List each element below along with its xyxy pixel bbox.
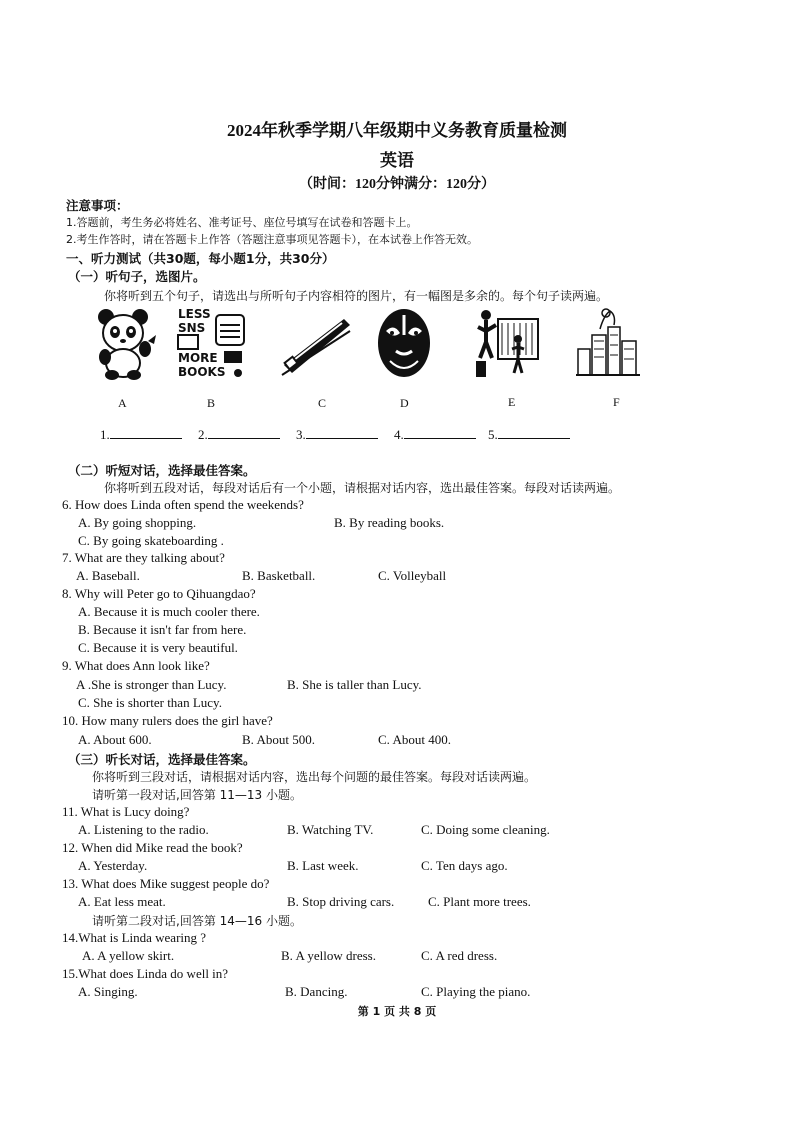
option-b[interactable]: B. Basketball. bbox=[242, 568, 316, 583]
answer-blank[interactable]: 1. bbox=[100, 426, 182, 443]
picture-letter: B bbox=[207, 396, 216, 410]
option-b[interactable]: B. Watching TV. bbox=[287, 822, 374, 837]
option-c[interactable]: C. A red dress. bbox=[421, 948, 498, 963]
option-a[interactable]: A. About 600. bbox=[78, 732, 152, 747]
book-pic-text: LESS bbox=[178, 307, 211, 321]
people-picture bbox=[468, 305, 540, 381]
option-c[interactable]: C. Ten days ago. bbox=[421, 858, 508, 873]
picture-letter: C bbox=[318, 396, 327, 410]
picture-letter: A bbox=[118, 396, 127, 410]
books-picture bbox=[176, 305, 248, 381]
opera-mask-picture bbox=[368, 305, 440, 381]
option-a[interactable]: A. Singing. bbox=[78, 984, 138, 999]
option-c[interactable]: C. Plant more trees. bbox=[428, 894, 531, 909]
book-pic-text: MORE bbox=[178, 351, 218, 365]
note-item: 2.考生作答时，请在答题卡上作答（答题注意事项见答题卡），在本试卷上作答无效。 bbox=[66, 233, 478, 246]
option-b[interactable]: B. Because it isn't far from here. bbox=[78, 622, 247, 637]
answer-blank[interactable]: 4. bbox=[394, 426, 476, 443]
question-9: 9. What does Ann look like? bbox=[62, 658, 210, 673]
answer-blank[interactable]: 5. bbox=[488, 426, 570, 443]
option-c[interactable]: C. Because it is very beautiful. bbox=[78, 640, 238, 655]
answer-blank[interactable]: 2. bbox=[198, 426, 280, 443]
exam-title: 2024年秋季学期八年级期中义务教育质量检测 bbox=[227, 121, 567, 140]
note-item: 1.答题前，考生务必将姓名、准考证号、座位号填写在试卷和答题卡上。 bbox=[66, 216, 418, 229]
answer-blank[interactable]: 3. bbox=[296, 426, 378, 443]
part-instruction: 你将听到五段对话，每段对话后有一个小题，请根据对话内容，选出最佳答案。每段对话读两遍。 bbox=[104, 481, 621, 495]
option-c[interactable]: C. She is shorter than Lucy. bbox=[78, 695, 222, 710]
picture-letter: F bbox=[613, 395, 620, 409]
exam-subject: 英语 bbox=[380, 151, 414, 170]
exam-time: （时间：120分钟满分：120分） bbox=[299, 177, 495, 192]
option-b[interactable]: B. Last week. bbox=[287, 858, 359, 873]
option-c[interactable]: C. Doing some cleaning. bbox=[421, 822, 550, 837]
question-12: 12. When did Mike read the book? bbox=[62, 840, 243, 855]
option-c[interactable]: C. Playing the piano. bbox=[421, 984, 531, 999]
dialog-note: 请听第二段对话,回答第 14—16 小题。 bbox=[92, 914, 302, 928]
question-7: 7. What are they talking about? bbox=[62, 550, 225, 565]
part-instruction: 你将听到五个句子，请选出与所听句子内容相符的图片，有一幅图是多余的。每个句子读两遍。 bbox=[104, 289, 609, 303]
picture-letter: D bbox=[400, 396, 409, 410]
option-b[interactable]: B. By reading books. bbox=[334, 515, 445, 530]
option-c[interactable]: C. About 400. bbox=[378, 732, 451, 747]
question-8: 8. Why will Peter go to Qihuangdao? bbox=[62, 586, 256, 601]
city-picture bbox=[572, 305, 644, 381]
section-heading: 一、听力测试（共30题，每小题1分，共30分） bbox=[66, 251, 335, 266]
dialog-note: 请听第一段对话,回答第 11—13 小题。 bbox=[92, 788, 302, 802]
option-b[interactable]: B. She is taller than Lucy. bbox=[287, 677, 422, 692]
part-heading: （三）听长对话，选择最佳答案。 bbox=[68, 752, 256, 767]
notes-heading: 注意事项： bbox=[66, 198, 129, 213]
question-10: 10. How many rulers does the girl have? bbox=[62, 713, 273, 728]
part-heading: （一）听句子，选图片。 bbox=[68, 269, 206, 284]
option-a[interactable]: A .She is stronger than Lucy. bbox=[76, 677, 227, 692]
picture-letter: E bbox=[508, 395, 516, 409]
option-b[interactable]: B. A yellow dress. bbox=[281, 948, 376, 963]
part-instruction: 你将听到三段对话，请根据对话内容，选出每个问题的最佳答案。每段对话读两遍。 bbox=[92, 770, 537, 784]
question-6: 6. How does Linda often spend the weekends? bbox=[62, 497, 304, 512]
question-15: 15.What does Linda do well in? bbox=[62, 966, 229, 981]
option-c[interactable]: C. By going skateboarding . bbox=[78, 533, 224, 548]
book-pic-text: SNS bbox=[178, 321, 206, 335]
book-pic-text: BOOKS bbox=[178, 365, 226, 379]
option-c[interactable]: C. Volleyball bbox=[378, 568, 447, 583]
part-heading: （二）听短对话，选择最佳答案。 bbox=[68, 463, 256, 478]
option-a[interactable]: A. Baseball. bbox=[76, 568, 140, 583]
option-b[interactable]: B. Dancing. bbox=[285, 984, 348, 999]
option-a[interactable]: A. Eat less meat. bbox=[78, 894, 166, 909]
option-b[interactable]: B. Stop driving cars. bbox=[287, 894, 395, 909]
picture-row bbox=[88, 305, 648, 385]
question-11: 11. What is Lucy doing? bbox=[62, 804, 190, 819]
option-a[interactable]: A. A yellow skirt. bbox=[82, 948, 175, 963]
question-14: 14.What is Linda wearing ? bbox=[62, 930, 207, 945]
page-footer: 第 1 页 共 8 页 bbox=[357, 1005, 437, 1018]
option-a[interactable]: A. Yesterday. bbox=[78, 858, 148, 873]
option-a[interactable]: A. Listening to the radio. bbox=[78, 822, 209, 837]
question-13: 13. What does Mike suggest people do? bbox=[62, 876, 270, 891]
train-picture bbox=[280, 305, 352, 381]
panda-picture bbox=[90, 305, 162, 381]
option-b[interactable]: B. About 500. bbox=[242, 732, 315, 747]
option-a[interactable]: A. By going shopping. bbox=[78, 515, 197, 530]
option-a[interactable]: A. Because it is much cooler there. bbox=[78, 604, 260, 619]
